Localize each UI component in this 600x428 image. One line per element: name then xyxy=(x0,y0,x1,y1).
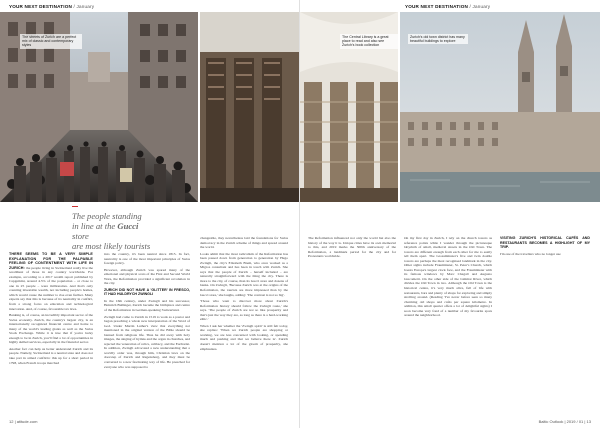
pull-quote-rule xyxy=(72,206,78,207)
issue-date-right: 2019 / 01 xyxy=(566,419,584,424)
column-1-p2: Banking is, of course, an incredibly important sector of the Swiss economy. Zurich, the country's largest city, is an internationally recognized financial centre and home to many of the world's leading giants as well as the Swiss Stock Exchange. While it is true that if you're lucky enough to be in Zurich, you'll find a lot of opportunities in highly skilled services, especially in the financial sector. xyxy=(9,313,93,345)
column-3-p3: 'Those who want to discover more about Zurich's Reformation history should follow the Zwingli route,' she says. 'The people of Zurich are not so like prosperity and that's just the way they are, as long as there is a hard-working ethic.' xyxy=(200,299,288,322)
pull-quote-emph: Gucci xyxy=(117,221,139,231)
column-2 xyxy=(104,252,190,371)
page-number-left: 12 xyxy=(9,419,14,424)
column-1 xyxy=(9,252,93,367)
section-header-left: YOUR NEXT DESTINATION / January xyxy=(9,4,95,9)
library-photo-caption: The Central Library is a great place to read and also see Zurich's book collection xyxy=(340,34,398,49)
column-2-p2: However, although Zurich was spared many of the emotional and physical scars of the First and Second World Wars, the Reformation provided a significant revolution in the city. xyxy=(104,267,190,286)
column-2-p1: into the country, it's been neutral since 1815. In fact, neutrality is one of the most important principles of Swiss foreign policy. xyxy=(104,252,190,266)
column-4-p2: On my first day in Zurich, I rely on the church towers as reference points while I wander through the picturesque labyrinth of small, medieval streets in the Old Town. The towers are different enough from each other for me to easily tell them apart. The Grossmünster's five and twin double towers are perhaps the most recognised landmark in the city. Other sights include Fraumünster, St. Peter's Church, which boasts Europe's largest clock face, and the Fraumünster with its famous windows by Marc Chagall and Augusto Giacometti. On the other side of the Limmat River, which divides the Old Town in two. Although the Old Town is the historical centre, it's very much alive, full of life with restaurants, bars and plenty of shops for exploring and simply strolling around. (Reading 'I've never before seen so many charming old shops and cafés per square kilometre. In addition, this small quarter offers a lot of delightful sights) I soon become very fond of a number of my favourite spots around the neighborhood. xyxy=(404,236,492,318)
pull-quote-line2: in line at the xyxy=(72,221,116,231)
pull-quote-line1: The people standing xyxy=(72,211,142,221)
library-photo-right-half xyxy=(300,12,398,202)
column-3-cont-text: The Reformation influenced not only the world but also the history of the way it is. Unique cities have its own memorial to this, and 2019 marks the 500th anniversary of the Reformation, a landmark period for the city and for Protestants worldwide. xyxy=(308,236,396,259)
pull-quote-line4: are most likely tourists xyxy=(72,241,151,251)
old-town-photo xyxy=(400,12,600,202)
column-3-p4: When I ask her whether the 'Zwingli spirit' is still felt today, she replies: 'When we Zurich people are shopping or working, we are less concerned with looking, or spending much and pushing and that we believe there is'. Zurich doesn't mention a lot of the gloom of prosperity, she emphasizes. xyxy=(200,323,288,351)
pull-quote-line3: store xyxy=(72,231,89,241)
column-1-p3: Another fact can help us better understand Zurich and its people. Namely, Switzerland is a neutral state and does not take part in armed conflicts: this up for a short period in 1798, when French troops marched xyxy=(9,346,93,365)
column-2-subhead: ZURICH DID NOT HAVE A 'GLITTER' IN FRESCO, IT HAD HULDRYCH ZWINGLI xyxy=(104,287,190,297)
column-3-p2: Looks admit that the most radicalism of the Reformation has been passed down from generation to generation by Hugo Zwingli, the city's Elisabeth Brem, who once worked as a Migros consultant and has been in touch with Zurich. She says that the people of Zurich – herself included – are naturally straightforward with the thing the city. There is more to the city, of course, than its Gucci store and dozens of banks. On Zwingli, 'Because Zurich was at the origins of the Reformation, the tourists are more impressed than by the Gucci store,' she laughs, adding: 'The contrast is not so big'. xyxy=(200,251,288,297)
section-header-right: YOUR NEXT DESTINATION / January xyxy=(405,4,491,9)
folio-left: 12 | atitude.com xyxy=(9,419,38,424)
pull-quote xyxy=(72,211,152,251)
column-2-p4: Zwingli had come to Zurich in 1519 to work as a pastor and began preaching a whole new interpretation of the Word of God. Under Martin Luther's view that everything not mentioned in the original version of the Bible should be banned from religious life. Thus he did away with holy images, the singing of hymns and the organ in churches, and rejected the veneration of relics, celibacy, and the Eucharist. In addition, Zwingli advocated a new understanding that a worldly order was, through him, Christian laws on the doorstep of Zurich and Regensberg, and they must be converted to a new fascinating way of life. He preached for everyone who was supposed to xyxy=(104,314,190,369)
library-photo-left-half xyxy=(200,12,300,202)
column-5 xyxy=(500,236,590,258)
right-page xyxy=(300,0,600,428)
street-photo-caption: The streets of Zurich are a perfect mix of classic and contemporary styles xyxy=(20,34,82,49)
section-title-right: YOUR NEXT DESTINATION xyxy=(405,4,469,9)
street-photo xyxy=(0,12,198,202)
folio-right: Baltic Outlook | 2019 / 01 | 13 xyxy=(538,419,591,424)
site-name-right: Baltic Outlook xyxy=(538,419,564,424)
column-4 xyxy=(404,236,492,320)
page-number-right: 13 xyxy=(586,419,591,424)
column-1-lead: THERE SEEMS TO BE A VERY SIMPLE EXPLANATION FOR THE PALPABLE FEELING OF CONTENTMENT WITH LIFE IN ZURICH: xyxy=(9,252,93,270)
column-5-subhead: VISITING ZURICH'S HISTORICAL CAFÉS AND RESTAURANTS BECOMES A HIGHLIGHT OF MY TRIP. xyxy=(500,236,590,250)
column-3-p1: changeable, they nevertheless laid the foundations for Swiss democracy in the Zurich scheme of things and spread around the world. xyxy=(200,236,288,250)
column-1-p1: the people living in Switzerland really live the wealthiest of those in any country worldwide. For example, according to a 2017 wealth report published by Capgemini, around 4.5% of the population – or close to one in 25 people – were millionaires. And that's only counting investable wealth, not including people's homes, which would cause the number to rise even further. Many experts say that this is because of its neutrality in conflict, from a strong focus on education and technological innovation. And, of course, favourable tax laws. xyxy=(9,265,94,311)
site-name-left: atitude.com xyxy=(16,419,38,424)
old-town-photo-caption: Zurich's old town district has many beautiful buildings to explore xyxy=(408,34,468,44)
column-3-cont xyxy=(308,236,396,261)
issue-month: January xyxy=(76,4,95,9)
section-title: YOUR NEXT DESTINATION xyxy=(9,4,73,9)
issue-month-right: January xyxy=(472,4,491,9)
column-2-p3: In the 16th century, under Zwingli and his successor, Heinrich Bullinger, Zurich became the birthplace and centre of the Reformation in German-speaking Switzerland. xyxy=(104,298,190,313)
column-3 xyxy=(200,236,288,353)
column-5-p3: I'm one of the travellers who no longer use xyxy=(500,251,561,256)
